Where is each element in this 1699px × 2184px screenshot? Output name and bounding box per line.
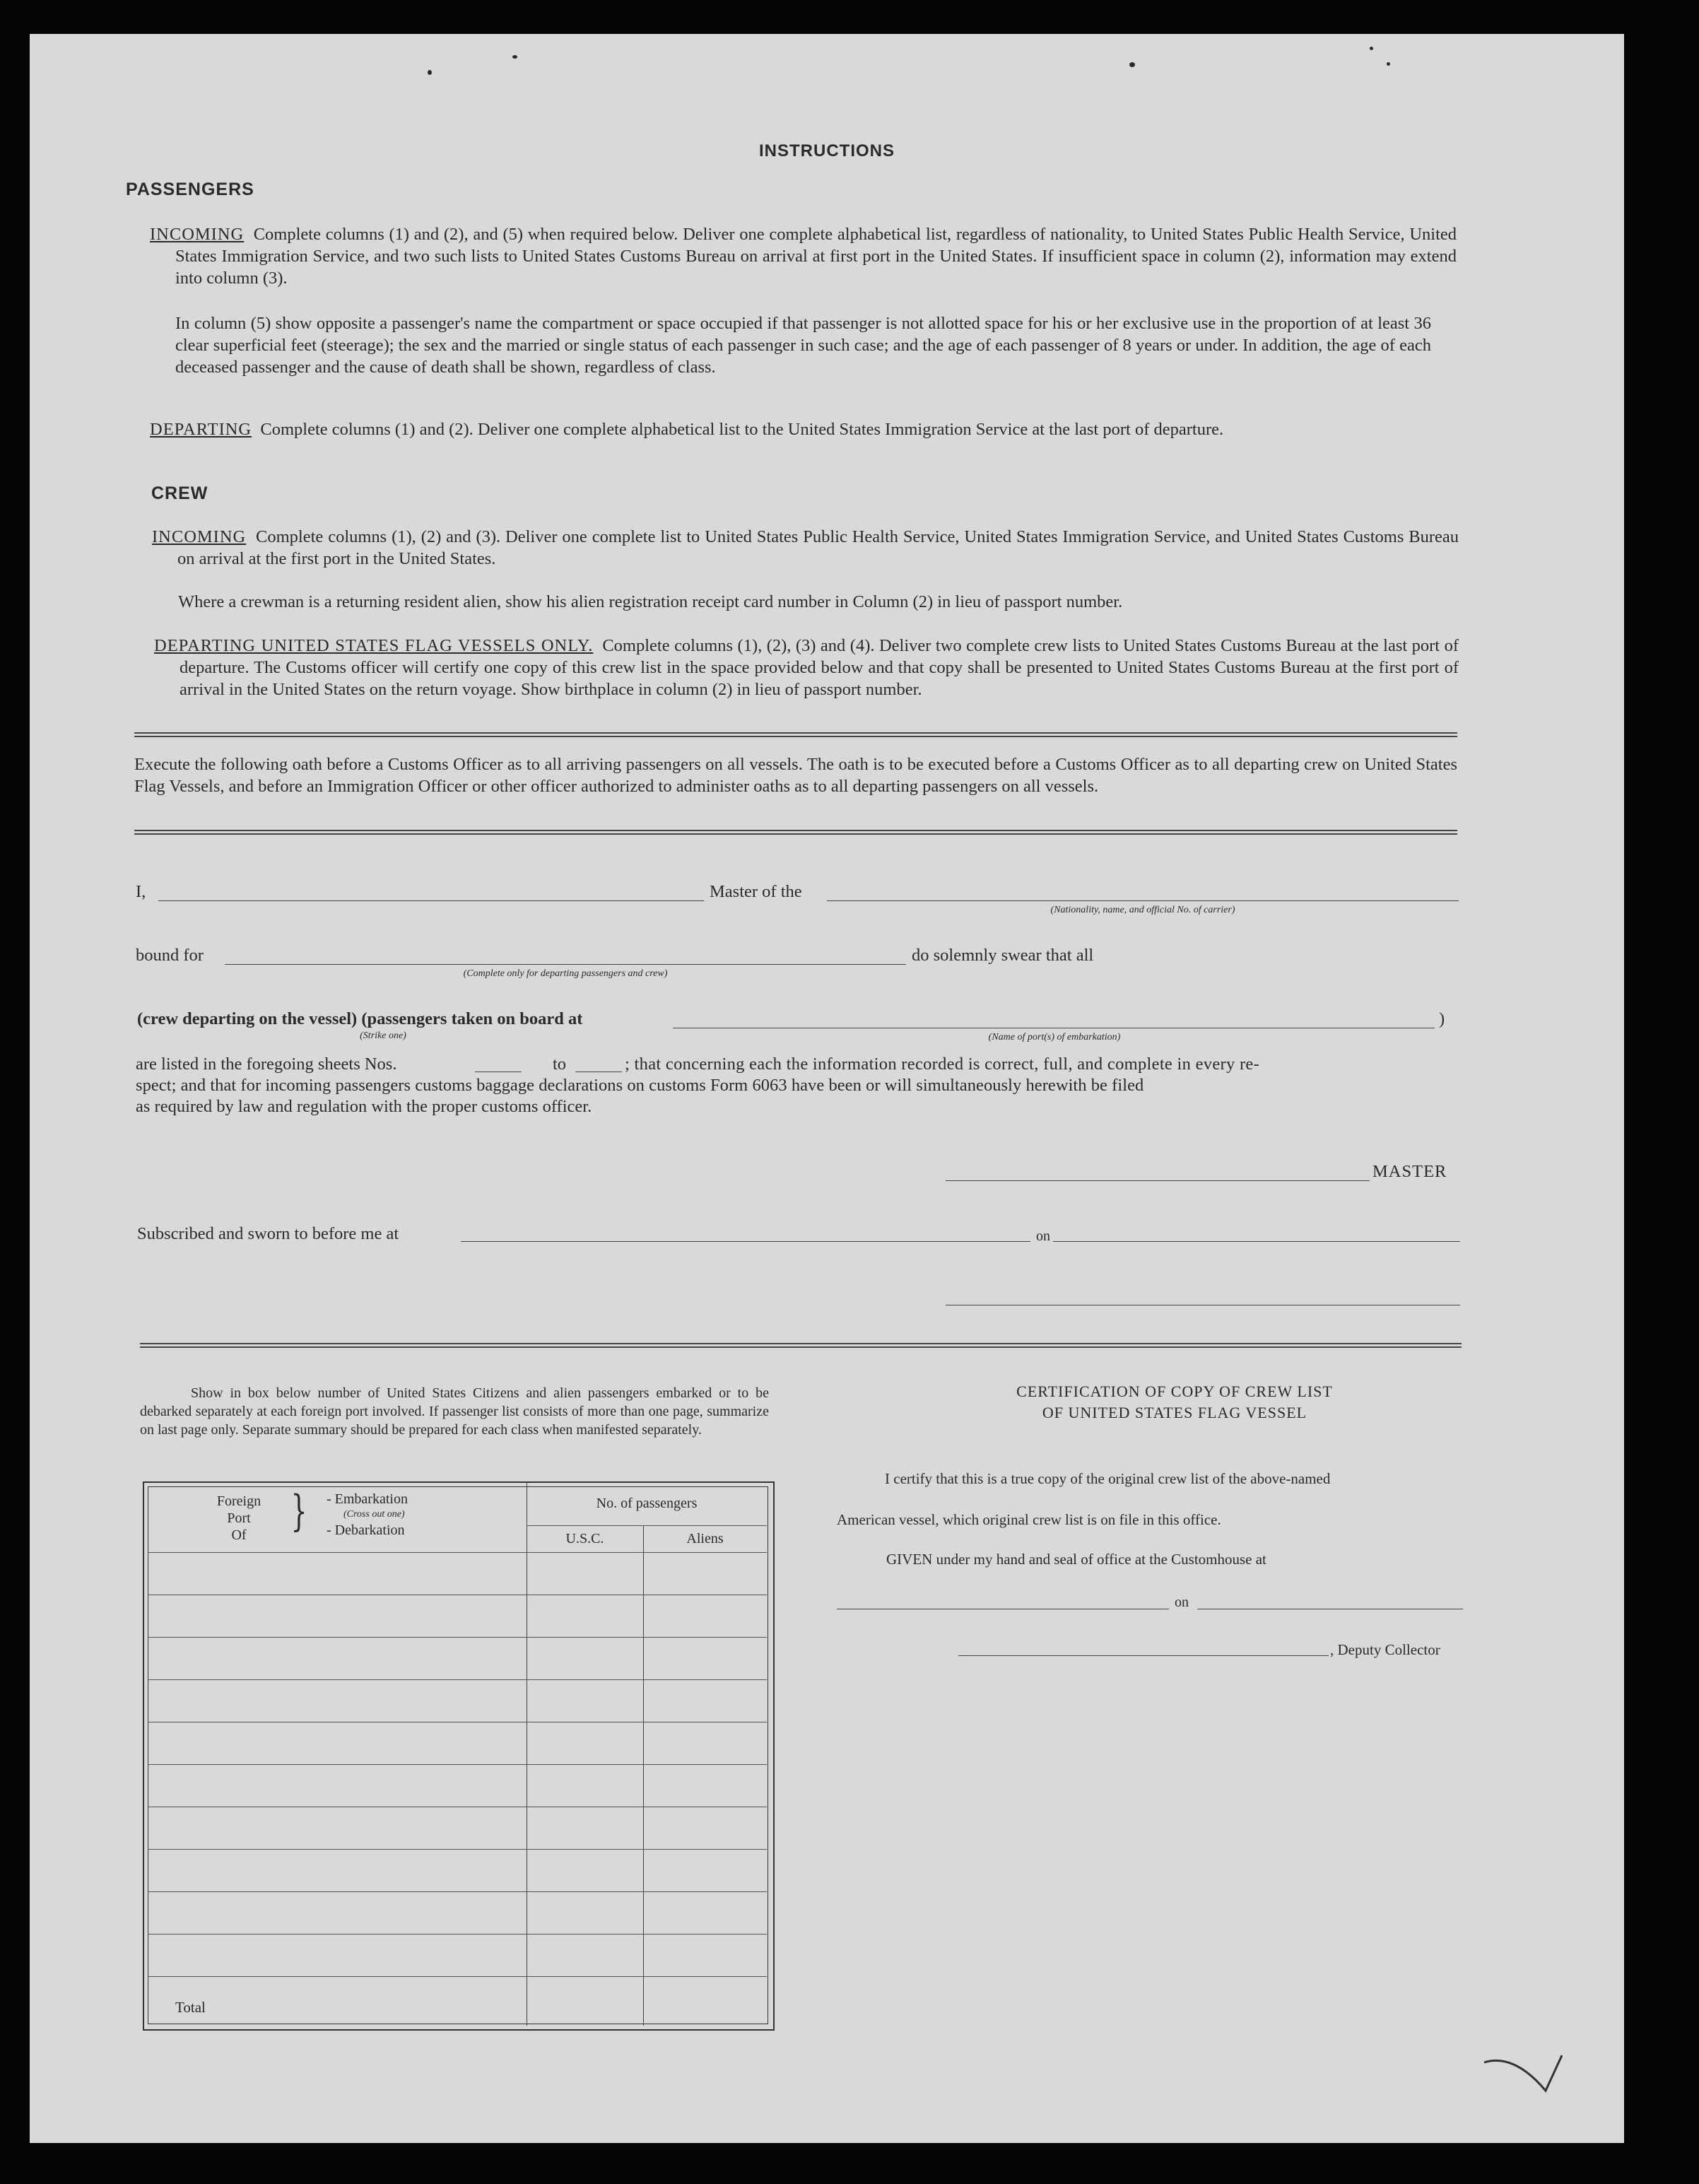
- crew-note-paragraph: [178, 591, 1434, 613]
- brace-icon: }: [290, 1486, 307, 1536]
- column-divider: [643, 1525, 644, 2026]
- table-row: [148, 1679, 767, 1680]
- of-word: Of: [231, 1527, 247, 1543]
- certify-text: I certify that this is a true copy of the original crew list of the above-named: [885, 1470, 1331, 1487]
- certification-title: [864, 1381, 1486, 1423]
- table-row: [148, 1637, 767, 1638]
- close-paren: ): [1439, 1009, 1445, 1028]
- crew-departing-label: DEPARTING UNITED STATES FLAG VESSELS ONLY.: [154, 636, 594, 655]
- speck-mark: [428, 70, 432, 75]
- master-label: MASTER: [1372, 1162, 1447, 1181]
- passengers-incoming-text: Complete columns (1) and (2), and (5) when required below. Deliver one complete alphabetical list, regardless of nationality, to United States Public Health Service, United States Immigration Service, and two such lists to United States Customs Bureau on arrival at first port in the United States. If insufficient space in column (2), information may extend into column (3).: [175, 225, 1457, 288]
- master-signature-field[interactable]: [946, 1180, 1370, 1181]
- sworn-place-field[interactable]: [461, 1241, 1030, 1242]
- foreign-port-of-label: [196, 1493, 281, 1544]
- to-label: to: [553, 1055, 567, 1074]
- foreign-word: Foreign: [216, 1493, 261, 1509]
- passengers-heading: PASSENGERS: [126, 180, 254, 199]
- deputy-collector-label: , Deputy Collector: [1330, 1641, 1440, 1658]
- aliens-label: Aliens: [686, 1531, 724, 1546]
- section-divider: [134, 732, 1457, 737]
- total-label: Total: [175, 1999, 206, 2016]
- sworn-date-field[interactable]: [1053, 1241, 1460, 1242]
- bound-for-caption: (Complete only for departing passengers and crew): [463, 968, 668, 979]
- listed-text-c: spect; and that for incoming passengers customs baggage declarations on customs Form 6063 have been or will simultaneously herewith be filed: [136, 1076, 1144, 1095]
- carrier-caption: (Nationality, name, and official No. of carrier): [1050, 905, 1235, 915]
- passenger-summary-inner: [148, 1486, 768, 2024]
- page-title: INSTRUCTIONS: [759, 141, 895, 160]
- certification-title-line1: CERTIFICATION OF COPY OF CREW LIST: [1016, 1382, 1333, 1400]
- certification-on-label: on: [1175, 1595, 1189, 1610]
- crew-incoming-label: INCOMING: [152, 527, 247, 546]
- speck-mark: [1129, 62, 1135, 67]
- column5-text: In column (5) show opposite a passenger's name the compartment or space occupied if that passenger is not allotted space for his or her exclusive use in the proportion of at least 36 clear superficial feet (steerage); the sex and the married or single status of each passenger in such case; and the age of each passenger of 8 years or under. In addition, the age of each deceased passenger and the cause of death shall be shown, regardless of class.: [175, 314, 1431, 377]
- certify-text-2: American vessel, which original crew list is on file in this office.: [837, 1511, 1221, 1528]
- carrier-field[interactable]: [827, 900, 1459, 901]
- crew-note-text: Where a crewman is a returning resident alien, show his alien registration receipt card number in Column (2) in lieu of passport number.: [178, 592, 1123, 611]
- swear-text: do solemnly swear that all: [912, 946, 1094, 965]
- port-caption: (Name of port(s) of embarkation): [988, 1032, 1121, 1043]
- listed-text-b: ; that concerning each the information recorded is correct, full, and complete in every re-: [625, 1055, 1260, 1074]
- crew-heading: CREW: [151, 483, 208, 503]
- speck-mark: [1370, 47, 1373, 50]
- section-divider: [140, 1343, 1462, 1348]
- table-row: [148, 1934, 767, 1935]
- column5-paragraph: [175, 312, 1431, 378]
- crew-departing-text: Complete columns (1), (2), (3) and (4). Deliver two complete crew lists to United States Customs Bureau at the last port of departure. The Customs officer will certify one copy of this crew list in the space provided below and that copy shall be presented to United States Customs Bureau at the first port of arrival in the United States on the return voyage. Show birthplace in column (2) in lieu of passport number.: [180, 636, 1459, 699]
- table-row: [148, 1849, 767, 1850]
- crew-departing-strike: (crew departing on the vessel) (passengers taken on board at: [137, 1009, 583, 1028]
- table-row: [148, 1552, 767, 1553]
- crew-incoming-text: Complete columns (1), (2) and (3). Deliver one complete list to United States Public Health Service, United States Immigration Service, and United States Customs Bureau on arrival at the first port in the United States.: [177, 527, 1459, 568]
- usc-label: U.S.C.: [565, 1531, 604, 1546]
- no-passengers-label: No. of passengers: [596, 1496, 698, 1511]
- master-of-the-label: Master of the: [710, 882, 802, 901]
- speck-mark: [1387, 62, 1390, 66]
- header-divider: [527, 1525, 767, 1526]
- crew-departing-paragraph: [154, 635, 1459, 700]
- table-row: [148, 1976, 767, 1977]
- form-page: [30, 34, 1624, 2143]
- summary-instruction: Show in box below number of United States Citizens and alien passengers embarked or to be debarked separately at each foreign port involved. If passenger list consists of more than one page, summarize on last page only. Separate summary should be prepared for each class when manifested separately.: [140, 1385, 769, 1438]
- listed-text-d: as required by law and regulation with the proper customs officer.: [136, 1097, 592, 1116]
- port-word: Port: [227, 1510, 251, 1526]
- certification-title-line2: OF UNITED STATES FLAG VESSEL: [1042, 1404, 1307, 1421]
- strike-one-caption: (Strike one): [360, 1031, 406, 1041]
- embarkation-label: - Embarkation: [327, 1491, 408, 1507]
- passengers-incoming-label: INCOMING: [150, 225, 245, 244]
- section-divider: [134, 830, 1457, 835]
- passengers-departing-label: DEPARTING: [150, 420, 252, 439]
- given-text: GIVEN under my hand and seal of office at the Customhouse at: [886, 1551, 1266, 1568]
- speck-mark: [512, 55, 517, 59]
- passengers-incoming-paragraph: [150, 223, 1457, 289]
- bound-for-label: bound for: [136, 946, 204, 965]
- master-name-field[interactable]: [158, 900, 704, 901]
- oath-i-label: I,: [136, 882, 146, 901]
- table-row: [148, 1891, 767, 1892]
- deputy-signature-field[interactable]: [958, 1655, 1329, 1656]
- oath-instruction: Execute the following oath before a Customs Officer as to all arriving passengers on all vessels. The oath is to be executed before a Customs Officer as to all departing crew on United States Flag Vessels, and before an Immigration Officer or other officer authorized to administer oaths as to all departing passengers on all vessels.: [134, 755, 1457, 796]
- listed-sheets-text: are listed in the foregoing sheets Nos.: [136, 1055, 397, 1074]
- crew-incoming-paragraph: [152, 526, 1459, 570]
- sworn-on-label: on: [1036, 1228, 1050, 1244]
- subscribed-label: Subscribed and sworn to before me at: [137, 1224, 399, 1243]
- debarkation-label: - Debarkation: [327, 1522, 405, 1538]
- table-row: [148, 1764, 767, 1765]
- bound-for-field[interactable]: [225, 964, 906, 965]
- passengers-departing-text: Complete columns (1) and (2). Deliver one complete alphabetical list to the United States Immigration Service at the last port of departure.: [260, 420, 1224, 439]
- checkmark-icon: [1478, 2041, 1570, 2105]
- passengers-departing-paragraph: [150, 418, 1457, 440]
- cross-out-caption: (Cross out one): [343, 1509, 405, 1520]
